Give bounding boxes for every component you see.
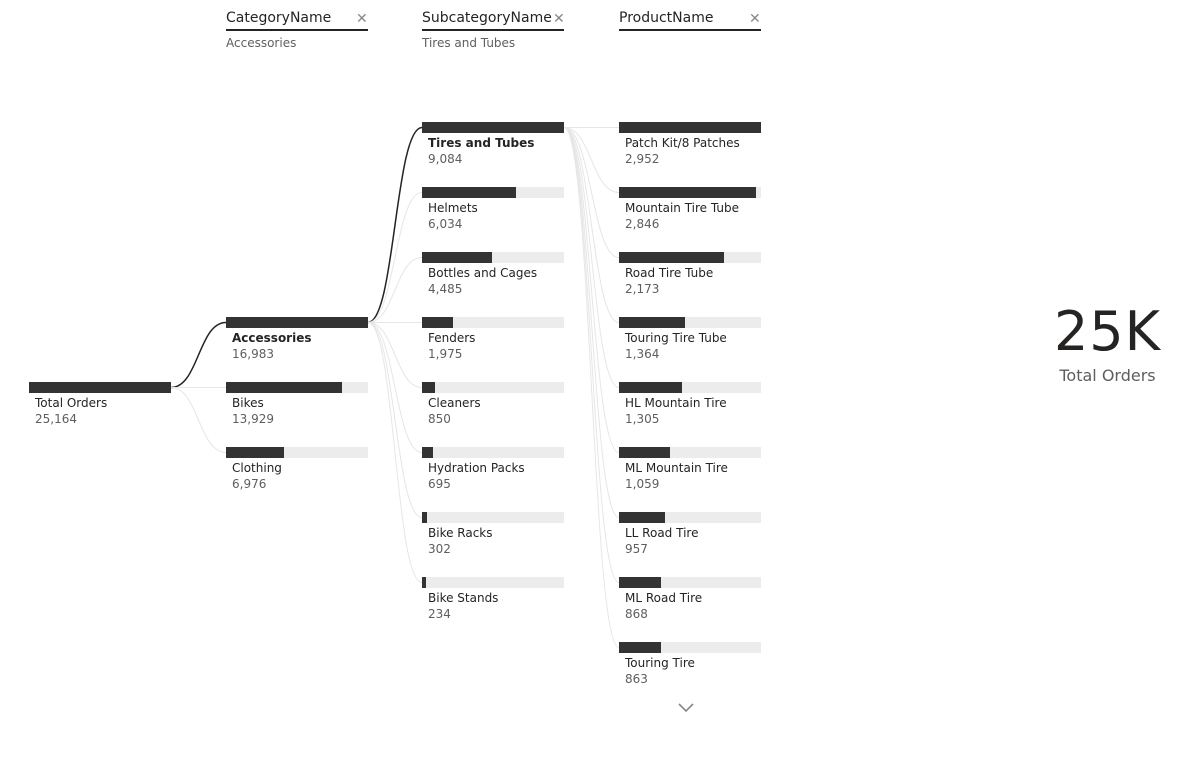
- close-icon[interactable]: ✕: [553, 11, 565, 27]
- bar-fill: [422, 577, 426, 588]
- bar-track: [422, 447, 564, 458]
- bar-fill: [422, 122, 564, 133]
- header-underline: [422, 29, 564, 31]
- bar-fill: [619, 382, 682, 393]
- bar-fill: [226, 317, 368, 328]
- node-label: Bike Racks: [428, 526, 493, 540]
- node-value: 16,983: [232, 347, 274, 361]
- bar-fill: [619, 642, 661, 653]
- link: [171, 388, 226, 453]
- node-value: 6,034: [428, 217, 463, 231]
- node-value: 695: [428, 477, 451, 491]
- node-label: Clothing: [232, 461, 282, 475]
- node-label: Touring Tire Tube: [625, 331, 727, 345]
- node-label: Total Orders: [35, 396, 108, 410]
- node-value: 957: [625, 542, 648, 556]
- header-title: ProductName: [619, 10, 714, 26]
- bar-fill: [619, 447, 670, 458]
- node-label: Mountain Tire Tube: [625, 201, 739, 215]
- header-selected-value: Accessories: [226, 36, 297, 50]
- bar-fill: [619, 512, 665, 523]
- kpi-value: 25K: [1053, 300, 1162, 363]
- bar-fill: [619, 252, 724, 263]
- node-label: Helmets: [428, 201, 478, 215]
- link-active: [171, 323, 226, 388]
- node-label: Touring Tire: [625, 656, 695, 670]
- node-value: 25,164: [35, 412, 77, 426]
- node-label: Bike Stands: [428, 591, 499, 605]
- link-active: [368, 128, 422, 323]
- node-value: 2,173: [625, 282, 660, 296]
- link: [368, 323, 422, 453]
- bar-fill: [619, 187, 756, 198]
- header-productname: [619, 8, 761, 58]
- link: [564, 128, 619, 583]
- bar-fill: [422, 187, 516, 198]
- node-value: 234: [428, 607, 451, 621]
- link: [564, 128, 619, 518]
- header-underline: [226, 29, 368, 31]
- node-label: LL Road Tire: [625, 526, 699, 540]
- header-categoryname: [226, 8, 368, 58]
- node-label: Bikes: [232, 396, 264, 410]
- node-label: Bottles and Cages: [428, 266, 538, 280]
- node-label: Fenders: [428, 331, 476, 345]
- kpi-label: Total Orders: [1059, 366, 1156, 385]
- header-subcategoryname: [422, 8, 564, 58]
- bar-fill: [29, 382, 171, 393]
- bar-fill: [422, 382, 435, 393]
- close-icon[interactable]: ✕: [356, 11, 368, 27]
- node-label: Hydration Packs: [428, 461, 525, 475]
- node-value: 1,059: [625, 477, 660, 491]
- node-label: Cleaners: [428, 396, 481, 410]
- bar-fill: [422, 447, 433, 458]
- bar-fill: [422, 512, 427, 523]
- header-selected-value: Tires and Tubes: [422, 36, 516, 50]
- link: [564, 128, 619, 648]
- bar-fill: [619, 317, 685, 328]
- node-label: Road Tire Tube: [625, 266, 714, 280]
- link: [368, 323, 422, 518]
- node-value: 2,846: [625, 217, 660, 231]
- node-value: 850: [428, 412, 451, 426]
- node-label: Accessories: [232, 331, 312, 345]
- link: [564, 128, 619, 453]
- bar-fill: [619, 577, 661, 588]
- bar-track: [422, 382, 564, 393]
- node-label: HL Mountain Tire: [625, 396, 727, 410]
- close-icon[interactable]: ✕: [749, 11, 761, 27]
- node-value: 6,976: [232, 477, 267, 491]
- node-label: ML Road Tire: [625, 591, 703, 605]
- header-title: CategoryName: [226, 10, 332, 26]
- bar-fill: [422, 252, 492, 263]
- node-value: 1,975: [428, 347, 463, 361]
- bar-fill: [226, 382, 342, 393]
- node-value: 1,364: [625, 347, 660, 361]
- node-value: 13,929: [232, 412, 274, 426]
- node-label: Tires and Tubes: [428, 136, 535, 150]
- link: [368, 323, 422, 583]
- node-value: 863: [625, 672, 648, 686]
- node-value: 9,084: [428, 152, 463, 166]
- bar-fill: [619, 122, 761, 133]
- node-value: 868: [625, 607, 648, 621]
- header-title: SubcategoryName: [422, 10, 552, 26]
- node-label: ML Mountain Tire: [625, 461, 728, 475]
- bar-fill: [422, 317, 453, 328]
- node-value: 1,305: [625, 412, 660, 426]
- node-value: 302: [428, 542, 451, 556]
- link: [368, 258, 422, 323]
- node-label: Patch Kit/8 Patches: [625, 136, 740, 150]
- header-underline: [619, 29, 761, 31]
- kpi-card: [1020, 300, 1195, 385]
- bar-fill: [226, 447, 284, 458]
- bar-track: [422, 577, 564, 588]
- node-value: 2,952: [625, 152, 660, 166]
- link: [368, 193, 422, 323]
- node-value: 4,485: [428, 282, 463, 296]
- bar-track: [422, 512, 564, 523]
- chevron-down-icon[interactable]: [676, 698, 696, 718]
